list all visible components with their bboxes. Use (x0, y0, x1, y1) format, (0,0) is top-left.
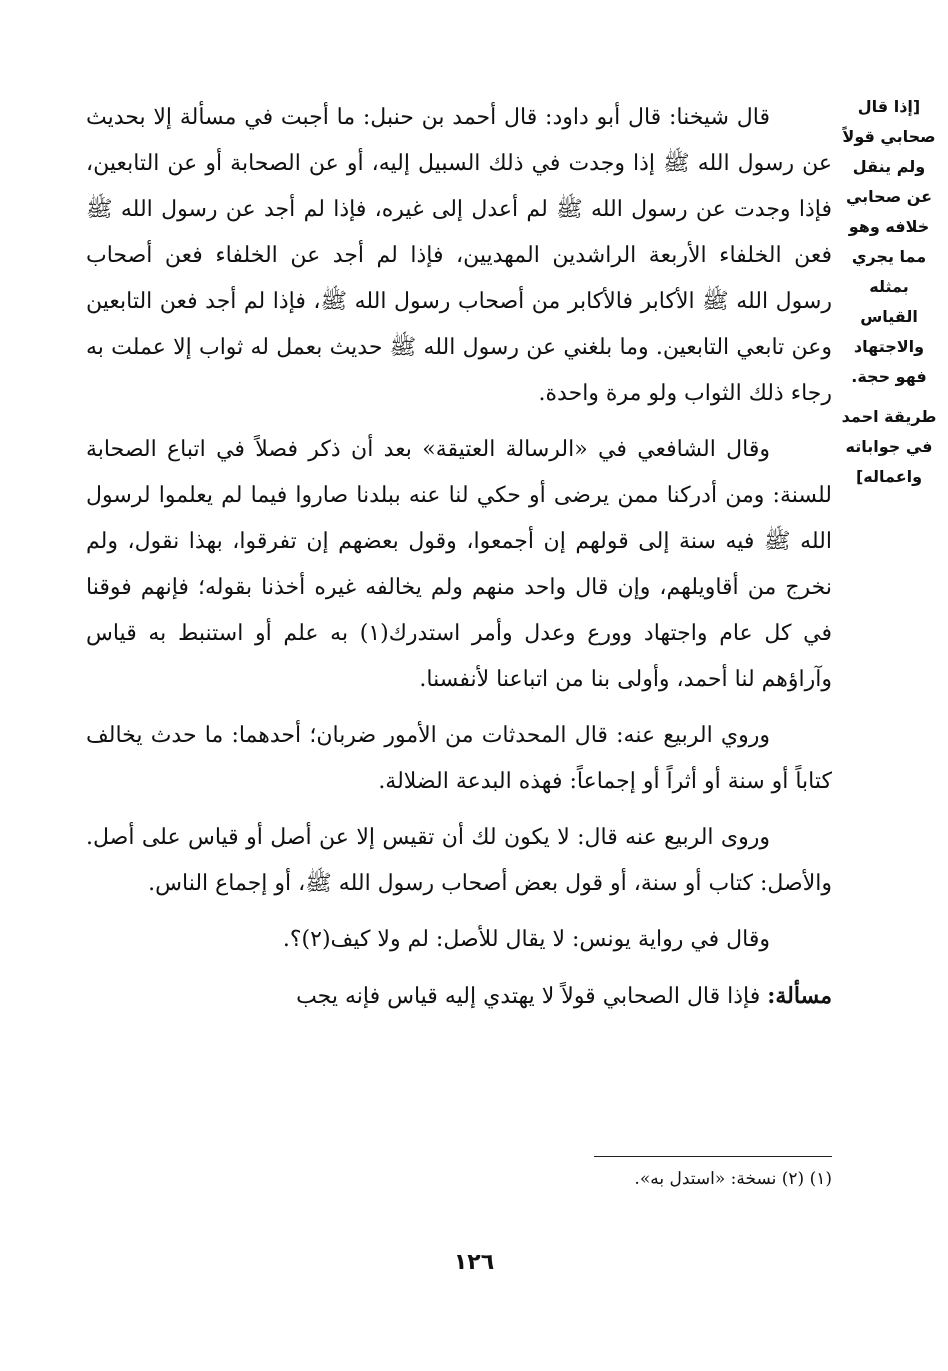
footnote: (١) (٢) نسخة: «استدل به». (634, 1169, 832, 1189)
main-text (86, 95, 832, 1030)
margin-notes (838, 92, 940, 502)
margin-note: [إذا قال صحابي قولاً ولم ينقل عن صحابي خلافه وهو مما يجري بمثله القياس والاجتهاد فهو حجة. (842, 97, 936, 386)
paragraph: وقال في رواية يونس: لا يقال للأصل: لم ولا كيف(٢)؟. (282, 927, 770, 952)
paragraph: وروي الربيع عنه: قال المحدثات من الأمور ضربان؛ أحدهما: ما حدث يخالف كتاباً أو سنة أو أثراً أو إجماعاً: فهذه البدعة الضلالة. (86, 723, 832, 794)
paragraph: وروى الربيع عنه قال: لا يكون لك أن تقيس إلا عن أصل أو قياس على أصل. والأصل: كتاب أو سنة، أو قول بعض أصحاب رسول الله ﷺ، أو إجماع الناس. (86, 825, 832, 896)
footnote-divider (594, 1156, 832, 1157)
masala-heading: مسألة: (767, 983, 832, 1009)
margin-note: طريقة احمد في جواباته واعماله] (841, 407, 937, 486)
masala-paragraph (86, 973, 832, 1020)
paragraph: قال شيخنا: قال أبو داود: قال أحمد بن حنبل: ما أجبت في مسألة إلا بحديث عن رسول الله ﷺ إذا وجدت في ذلك السبيل إليه، أو عن الصحابة أو عن التابعين، فإذا وجدت عن رسول الله ﷺ لم أعدل إلى غيره، فإذا لم أجد عن رسول الله ﷺ فعن الخلفاء الأربعة الراشدين المهديين، فإذا لم أجد عن الخلفاء فعن أصحاب رسول الله ﷺ الأكابر فالأكابر من أصحاب رسول الله ﷺ، فإذا لم أجد فعن التابعين وعن تابعي التابعين. وما بلغني عن رسول الله ﷺ حديث بعمل له ثواب إلا عملت به رجاء ذلك الثواب ولو مرة واحدة. (86, 105, 832, 406)
paragraph: وقال الشافعي في «الرسالة العتيقة» بعد أن ذكر فصلاً في اتباع الصحابة للسنة: ومن أدركنا ممن يرضى أو حكي لنا عنه ببلدنا صاروا فيما لم يعلموا لرسول الله ﷺ فيه سنة إلى قولهم إن أجمعوا، وقول بعضهم إن تفرقوا، بهذا نقول، ولم نخرج من أقاويلهم، وإن قال واحد منهم ولم يخالفه غيره أخذنا بقوله؛ فإنهم فوقنا في كل عام واجتهاد وورع وعدل وأمر استدرك(١) به علم أو استنبط به قياس وآراؤهم لنا أحمد، وأولى بنا من اتباعنا لأنفسنا. (86, 437, 832, 692)
page-number: ١٢٦ (453, 1250, 495, 1275)
masala-text: فإذا قال الصحابي قولاً لا يهتدي إليه قياس فإنه يجب (296, 984, 761, 1009)
